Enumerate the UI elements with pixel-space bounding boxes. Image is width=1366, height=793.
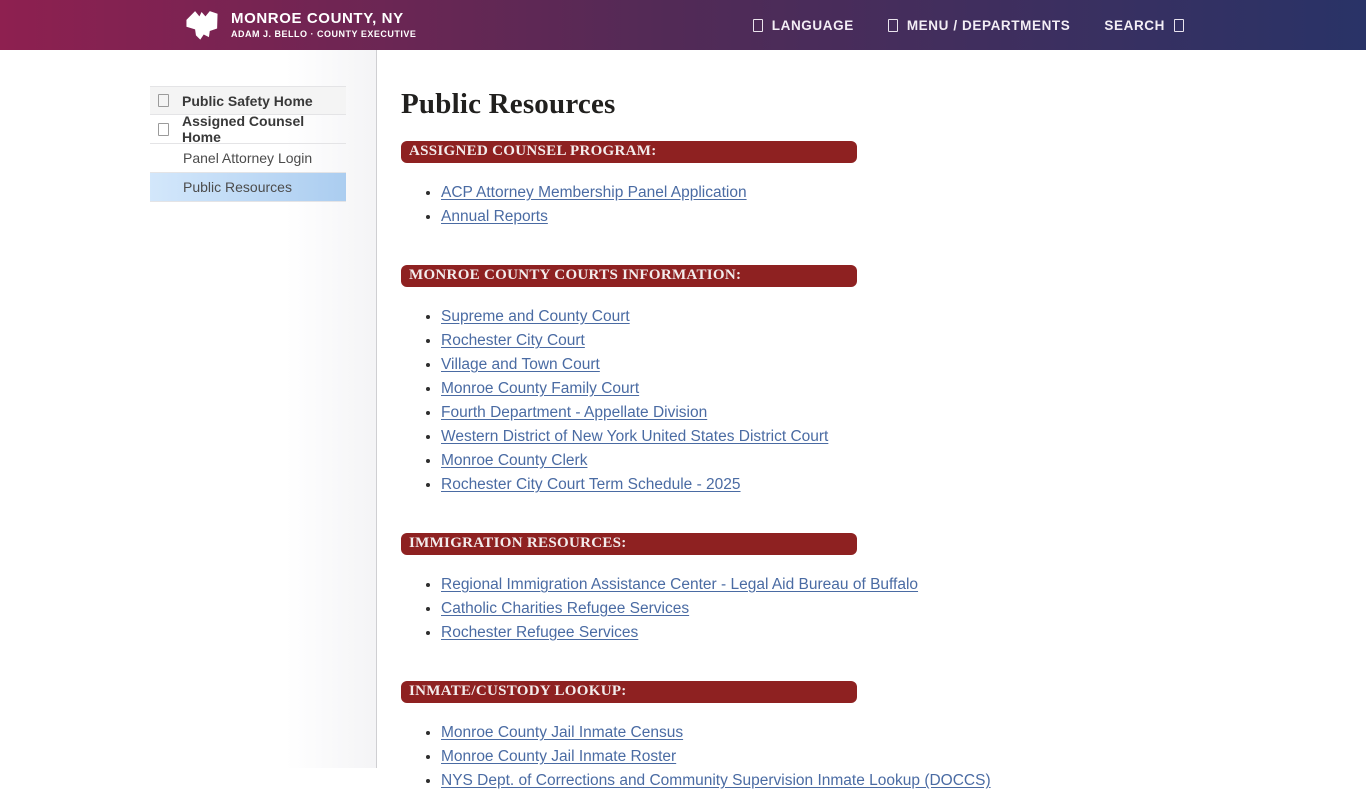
section-heading-banner: INMATE/CUSTODY LOOKUP: bbox=[401, 681, 857, 703]
sidebar-item-label: Public Safety Home bbox=[182, 92, 313, 109]
nav-item-label: LANGUAGE bbox=[771, 17, 854, 33]
sidebar-item-public-safety-home[interactable] bbox=[150, 86, 346, 115]
link-list bbox=[401, 305, 1336, 497]
resource-link[interactable]: Monroe County Jail Inmate Roster bbox=[441, 748, 677, 765]
resource-link[interactable]: Monroe County Jail Inmate Census bbox=[441, 724, 684, 741]
nav-item-language[interactable] bbox=[753, 18, 854, 33]
sidebar-item-public-resources[interactable] bbox=[150, 173, 346, 202]
county-outline-logo bbox=[183, 5, 221, 45]
page-body bbox=[0, 50, 1366, 789]
sidebar-item-label: Assigned Counsel Home bbox=[182, 113, 305, 145]
search-icon bbox=[1174, 19, 1184, 32]
list-item bbox=[441, 721, 1336, 745]
resource-link[interactable]: Annual Reports bbox=[441, 208, 548, 225]
site-brand[interactable] bbox=[183, 5, 416, 45]
list-item bbox=[441, 769, 1336, 793]
nav-item-search[interactable] bbox=[1104, 18, 1184, 33]
list-item bbox=[441, 305, 1336, 329]
sidebar-item-label: Public Resources bbox=[183, 179, 292, 195]
list-item bbox=[441, 353, 1336, 377]
resource-link[interactable]: Fourth Department - Appellate Division bbox=[441, 404, 708, 421]
link-list bbox=[401, 721, 1336, 793]
list-item bbox=[441, 401, 1336, 425]
list-item bbox=[441, 329, 1336, 353]
site-header bbox=[0, 0, 1366, 50]
resource-link[interactable]: NYS Dept. of Corrections and Community Supervision Inmate Lookup (DOCCS) bbox=[441, 772, 991, 789]
link-list bbox=[401, 573, 1336, 645]
sections bbox=[401, 141, 1336, 793]
menu-icon bbox=[888, 19, 898, 32]
resource-link[interactable]: Monroe County Family Court bbox=[441, 380, 640, 397]
resource-link[interactable]: Rochester City Court bbox=[441, 332, 585, 349]
resource-link[interactable]: Supreme and County Court bbox=[441, 308, 630, 325]
list-item bbox=[441, 181, 1336, 205]
resource-link[interactable]: Western District of New York United States District Court bbox=[441, 428, 829, 445]
nav-item-label: SEARCH bbox=[1104, 17, 1165, 33]
home-icon bbox=[158, 94, 169, 107]
section-heading-banner: ASSIGNED COUNSEL PROGRAM: bbox=[401, 141, 857, 163]
section-heading-banner: IMMIGRATION RESOURCES: bbox=[401, 533, 857, 555]
sidebar-item-assigned-counsel-home[interactable] bbox=[150, 115, 346, 144]
list-item bbox=[441, 425, 1336, 449]
resource-link[interactable]: Rochester Refugee Services bbox=[441, 624, 639, 641]
site-title: MONROE COUNTY, NY bbox=[231, 10, 404, 28]
home-icon bbox=[158, 123, 169, 136]
resource-link[interactable]: Regional Immigration Assistance Center - Legal Aid Bureau of Buffalo bbox=[441, 576, 919, 593]
resource-link[interactable]: Monroe County Clerk bbox=[441, 452, 588, 469]
site-subtitle: ADAM J. BELLO · COUNTY EXECUTIVE bbox=[231, 29, 417, 40]
link-list bbox=[401, 181, 1336, 229]
list-item bbox=[441, 205, 1336, 229]
list-item bbox=[441, 745, 1336, 769]
top-nav bbox=[753, 18, 1184, 33]
resource-link[interactable]: Village and Town Court bbox=[441, 356, 600, 373]
list-item bbox=[441, 473, 1336, 497]
page-title: Public Resources bbox=[401, 88, 616, 120]
resource-link[interactable]: Rochester City Court Term Schedule - 2025 bbox=[441, 476, 741, 493]
nav-item-menu-departments[interactable] bbox=[888, 18, 1071, 33]
list-item bbox=[441, 597, 1336, 621]
main-content bbox=[377, 50, 1366, 789]
section-heading-banner: MONROE COUNTY COURTS INFORMATION: bbox=[401, 265, 857, 287]
sidebar-item-panel-attorney-login[interactable] bbox=[150, 144, 346, 173]
language-icon bbox=[753, 19, 763, 32]
list-item bbox=[441, 377, 1336, 401]
list-item bbox=[441, 621, 1336, 645]
sidebar-item-label: Panel Attorney Login bbox=[183, 150, 313, 166]
list-item bbox=[441, 449, 1336, 473]
sidebar bbox=[0, 50, 377, 768]
nav-item-label: MENU / DEPARTMENTS bbox=[906, 17, 1071, 33]
list-item bbox=[441, 573, 1336, 597]
resource-link[interactable]: ACP Attorney Membership Panel Application bbox=[441, 184, 747, 201]
resource-link[interactable]: Catholic Charities Refugee Services bbox=[441, 600, 690, 617]
sidebar-nav bbox=[150, 86, 346, 202]
